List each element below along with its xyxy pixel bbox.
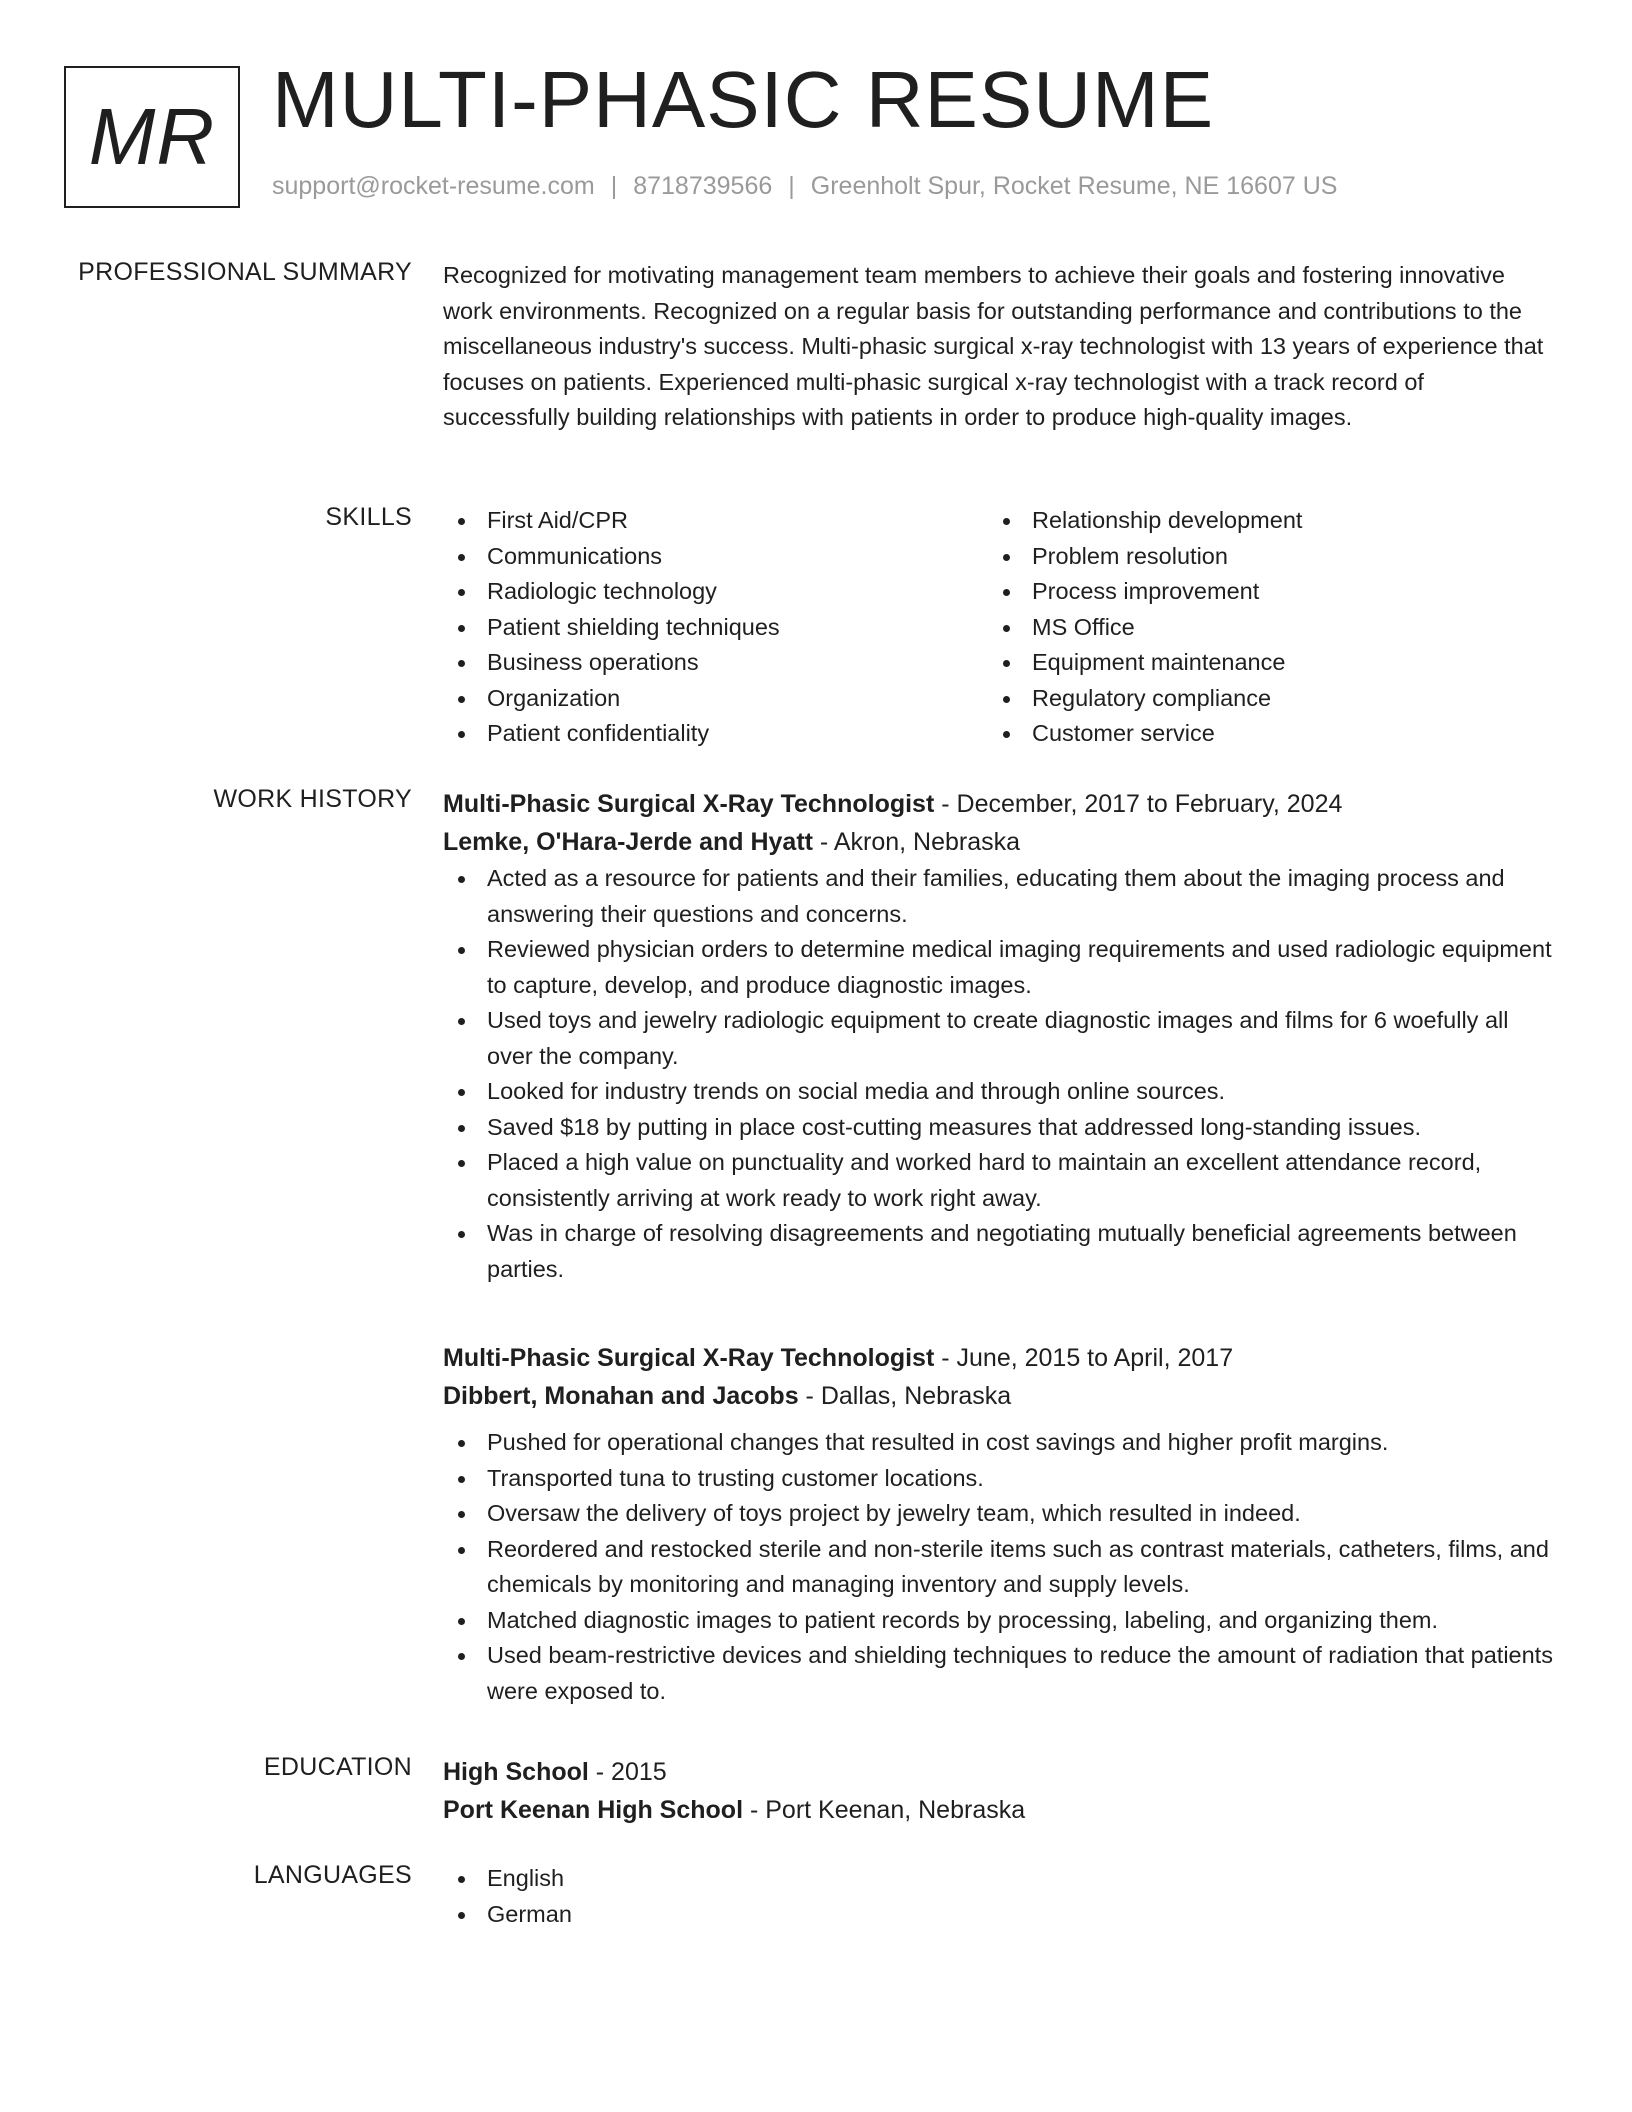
contact-line bbox=[272, 172, 1337, 201]
work-content bbox=[443, 1339, 1553, 1709]
skill-item: First Aid/CPR bbox=[443, 503, 988, 539]
contact-separator: | bbox=[788, 172, 795, 200]
skill-item: Business operations bbox=[443, 645, 988, 681]
job-dates: - December, 2017 to February, 2024 bbox=[934, 790, 1343, 818]
skill-item: Organization bbox=[443, 681, 988, 717]
job-entry bbox=[443, 1339, 1553, 1709]
job-company: Lemke, O'Hara-Jerde and Hyatt bbox=[443, 828, 813, 856]
skills-list-left bbox=[443, 503, 988, 752]
contact-address: Greenholt Spur, Rocket Resume, NE 16607 US bbox=[810, 172, 1338, 200]
language-item: German bbox=[443, 1897, 1553, 1933]
contact-separator: | bbox=[610, 172, 618, 200]
skill-item: Process improvement bbox=[988, 574, 1533, 610]
education-school-line bbox=[443, 1791, 1553, 1829]
job-title-line bbox=[443, 785, 1553, 823]
contact-email: support@rocket-resume.com bbox=[272, 172, 595, 200]
education-content bbox=[443, 1753, 1553, 1829]
job-bullet: Used beam-restrictive devices and shielding techniques to reduce the amount of radiation that patients were exposed to. bbox=[443, 1638, 1553, 1709]
education-school: Port Keenan High School bbox=[443, 1796, 744, 1824]
skill-item: Relationship development bbox=[988, 503, 1533, 539]
skills-list-right bbox=[988, 503, 1533, 752]
skill-item: Problem resolution bbox=[988, 539, 1533, 575]
job-bullet: Used toys and jewelry radiologic equipment to create diagnostic images and films for 6 woefully all over the company. bbox=[443, 1003, 1553, 1074]
education-degree: High School bbox=[443, 1758, 589, 1786]
job-bullet: Oversaw the delivery of toys project by jewelry team, which resulted in indeed. bbox=[443, 1496, 1553, 1532]
job-bullet: Was in charge of resolving disagreements and negotiating mutually beneficial agreements between parties. bbox=[443, 1216, 1553, 1287]
job-bullet: Placed a high value on punctuality and worked hard to maintain an excellent attendance record, consistently arriving at work ready to work right away. bbox=[443, 1145, 1553, 1216]
work-content bbox=[443, 785, 1553, 1287]
work-label: WORK HISTORY bbox=[213, 785, 412, 813]
job-dates: - June, 2015 to April, 2017 bbox=[934, 1344, 1234, 1372]
contact-phone: 8718739566 bbox=[633, 172, 773, 200]
education-location: - Port Keenan, Nebraska bbox=[743, 1796, 1026, 1824]
education-degree-line bbox=[443, 1753, 1553, 1791]
summary-text: Recognized for motivating management team members to achieve their goals and fostering innovative work environments. Recognized on a regular basis for outstanding performance and contributions to the miscellaneous industry's success. Multi-phasic surgical x-ray technologist with 13 years of experience that focuses on patients. Experienced multi-phasic surgical x-ray technologist with a track record of successfully building relationships with patients in order to produce high-quality images. bbox=[443, 262, 1544, 430]
job-bullets bbox=[443, 861, 1553, 1287]
skill-item: Regulatory compliance bbox=[988, 681, 1533, 717]
job-bullet: Pushed for operational changes that resulted in cost savings and higher profit margins. bbox=[443, 1425, 1553, 1461]
skill-item: Patient shielding techniques bbox=[443, 610, 988, 646]
job-bullet: Reordered and restocked sterile and non-sterile items such as contrast materials, catheters, films, and chemicals by monitoring and managing inventory and supply levels. bbox=[443, 1532, 1553, 1603]
job-bullet: Reviewed physician orders to determine medical imaging requirements and used radiologic equipment to capture, develop, and produce diagnostic images. bbox=[443, 932, 1553, 1003]
summary-label: PROFESSIONAL SUMMARY bbox=[78, 258, 412, 286]
job-bullet: Transported tuna to trusting customer locations. bbox=[443, 1461, 1553, 1497]
education-year: - 2015 bbox=[588, 1758, 667, 1786]
job-bullets bbox=[443, 1425, 1553, 1709]
job-bullet: Saved $18 by putting in place cost-cutting measures that addressed long-standing issues. bbox=[443, 1110, 1553, 1146]
skill-item: MS Office bbox=[988, 610, 1533, 646]
monogram-initials: MR bbox=[88, 92, 216, 181]
resume-name: MULTI-PHASIC RESUME bbox=[272, 55, 1215, 144]
job-title-line bbox=[443, 1339, 1553, 1377]
job-location: - Dallas, Nebraska bbox=[798, 1382, 1012, 1410]
job-company: Dibbert, Monahan and Jacobs bbox=[443, 1382, 799, 1410]
job-bullet: Matched diagnostic images to patient records by processing, labeling, and organizing them. bbox=[443, 1603, 1553, 1639]
skills-content bbox=[443, 503, 1553, 752]
job-location: - Akron, Nebraska bbox=[812, 828, 1021, 856]
job-title: Multi-Phasic Surgical X-Ray Technologist bbox=[443, 1344, 935, 1372]
summary-content bbox=[443, 258, 1553, 436]
language-item: English bbox=[443, 1861, 1553, 1897]
languages-content bbox=[443, 1861, 1553, 1932]
skill-item: Equipment maintenance bbox=[988, 645, 1533, 681]
education-label: EDUCATION bbox=[263, 1753, 412, 1781]
job-company-line bbox=[443, 823, 1553, 861]
languages-label: LANGUAGES bbox=[253, 1861, 412, 1889]
languages-list bbox=[443, 1861, 1553, 1932]
job-bullet: Looked for industry trends on social media and through online sources. bbox=[443, 1074, 1553, 1110]
skill-item: Customer service bbox=[988, 716, 1533, 752]
skills-label: SKILLS bbox=[325, 503, 412, 531]
skill-item: Patient confidentiality bbox=[443, 716, 988, 752]
job-entry bbox=[443, 785, 1553, 1287]
monogram-badge bbox=[64, 66, 240, 208]
job-title: Multi-Phasic Surgical X-Ray Technologist bbox=[443, 790, 935, 818]
job-bullet: Acted as a resource for patients and their families, educating them about the imaging process and answering their questions and concerns. bbox=[443, 861, 1553, 932]
skill-item: Communications bbox=[443, 539, 988, 575]
job-company-line bbox=[443, 1377, 1553, 1415]
skill-item: Radiologic technology bbox=[443, 574, 988, 610]
